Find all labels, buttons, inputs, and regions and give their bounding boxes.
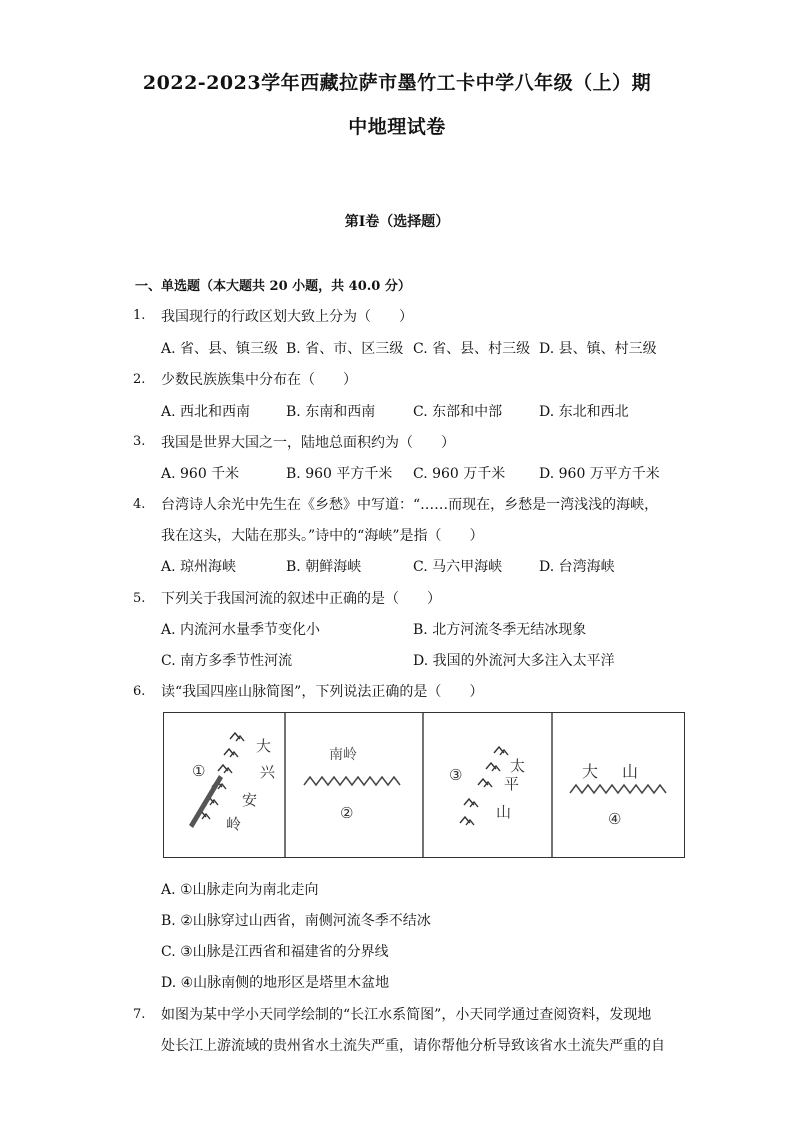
document-title-line2: 中地理试卷	[348, 116, 446, 138]
question-stem-continued: 我在这头，大陆在那头。”诗中的“海峡”是指（ ）	[161, 528, 484, 544]
panel4-marker: ④	[608, 810, 622, 828]
question-stem-continued: 处长江上游流域的贵州省水土流失严重，请你帮他分析导致该省水土流失严重的自	[161, 1038, 665, 1054]
option-c: C. 东部和中部	[413, 404, 503, 420]
option-a: A. 内流河水量季节变化小	[161, 622, 321, 638]
panel4-label-char: 山	[622, 762, 639, 781]
question-number: 6.	[133, 684, 146, 699]
option-a: A. 960 千米	[161, 466, 240, 482]
panel1-label-char: 岭	[226, 815, 242, 833]
panel1-mountain-range-dense	[189, 775, 223, 828]
mountain-map-svg	[164, 713, 684, 857]
question-number: 3.	[133, 434, 146, 449]
panel3-marker: ③	[449, 766, 463, 784]
option-c: C. 南方多季节性河流	[161, 653, 293, 669]
panel1-label-char: 大	[256, 737, 272, 755]
volume-heading: 第I卷（选择题）	[344, 214, 450, 230]
option-d: D. 我国的外流河大多注入太平洋	[413, 653, 615, 669]
panel2-mountain-range	[304, 777, 400, 785]
option-a: A. 省、县、镇三级	[161, 341, 279, 357]
panel3-label-char: 平	[504, 775, 520, 793]
option-a: A. 琼州海峡	[161, 559, 237, 575]
option-d: D. 960 万平方千米	[539, 466, 660, 482]
question-stem: 少数民族族集中分布在（ ）	[161, 372, 357, 388]
panel4-mountain-range	[570, 785, 666, 793]
question-stem: 我国是世界大国之一，陆地总面积约为（ ）	[161, 435, 455, 451]
option-c: C. 960 万千米	[413, 466, 506, 482]
option-b: B. 省、市、区三级	[286, 341, 404, 357]
option-a: A. ①山脉走向为南北走向	[161, 882, 319, 898]
question-number: 1.	[133, 308, 146, 323]
option-b: B. ②山脉穿过山西省，南侧河流冬季不结冰	[161, 913, 431, 929]
panel3-label-char: 山	[496, 803, 512, 821]
panel1-label-char: 兴	[260, 763, 276, 781]
panel3-label-char: 太	[510, 757, 526, 775]
document-title-line1: 2022-2023学年西藏拉萨市墨竹工卡中学八年级（上）期	[142, 72, 652, 94]
option-d: D. 台湾海峡	[539, 559, 615, 575]
question-number: 5.	[133, 591, 146, 606]
option-c: C. ③山脉是江西省和福建省的分界线	[161, 944, 389, 960]
panel4-label-char: 大	[582, 762, 599, 781]
question-stem: 如图为某中学小天同学绘制的“长江水系简图”，小天同学通过查阅资料，发现地	[161, 1007, 652, 1023]
question-stem: 我国现行的行政区划大致上分为（ ）	[161, 309, 413, 325]
question-stem: 读“我国四座山脉简图”，下列说法正确的是（ ）	[161, 684, 484, 700]
section-heading: 一、单选题（本大题共 20 小题，共 40.0 分）	[135, 279, 411, 294]
panel1-label-char: 安	[242, 791, 258, 809]
question-number: 4.	[133, 497, 146, 512]
option-c: C. 省、县、村三级	[413, 341, 531, 357]
option-d: D. 东北和西北	[539, 404, 629, 420]
mountain-map-figure	[163, 712, 685, 858]
option-a: A. 西北和西南	[161, 404, 251, 420]
option-c: C. 马六甲海峡	[413, 559, 503, 575]
question-number: 2.	[133, 372, 146, 387]
option-b: B. 东南和西南	[286, 404, 376, 420]
panel2-marker: ②	[340, 804, 354, 822]
option-b: B. 朝鲜海峡	[286, 559, 362, 575]
option-d: D. 县、镇、村三级	[539, 341, 657, 357]
option-b: B. 960 平方千米	[286, 466, 393, 482]
panel1-marker: ①	[192, 762, 206, 780]
question-stem: 下列关于我国河流的叙述中正确的是（ ）	[161, 591, 441, 607]
option-d: D. ④山脉南侧的地形区是塔里木盆地	[161, 975, 390, 991]
panel2-label: 南岭	[329, 747, 357, 763]
option-b: B. 北方河流冬季无结冰现象	[413, 622, 587, 638]
question-stem: 台湾诗人余光中先生在《乡愁》中写道：“……而现在，乡愁是一湾浅浅的海峡，	[161, 497, 659, 513]
question-number: 7.	[133, 1007, 146, 1022]
